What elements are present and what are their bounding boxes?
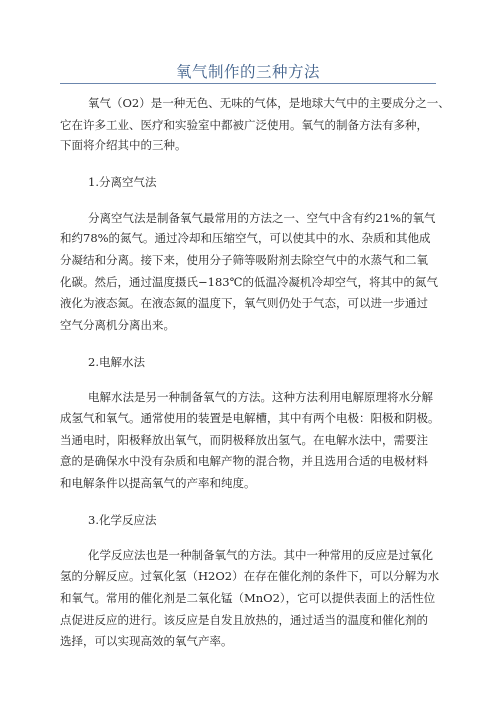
section-heading-2: 2.电解水法 — [88, 355, 145, 369]
section-1-line-3: 分凝结和分离。接下来，使用分子筛等吸附剂去除空气中的水蒸气和二氧 — [60, 253, 428, 267]
section-2-line-2: 成氢气和氧气。通常使用的装置是电解槽，其中有两个电极：阳极和阴极。 — [60, 411, 440, 425]
section-3-line-4: 点促进反应的进行。该反应是自发且放热的，通过适当的温度和催化剂的 — [60, 613, 428, 627]
section-1-line-4: 化碳。然后，通过温度摄氏−183℃的低温冷凝机冷却空气，将其中的氮气 — [60, 275, 438, 289]
section-2-line-3: 当通电时，阳极释放出氧气，而阴极释放出氢气。在电解水法中，需要注 — [60, 433, 428, 447]
section-1-line-6: 空气分离机分离出来。 — [60, 318, 175, 332]
section-heading-3: 3.化学反应法 — [88, 513, 157, 527]
title-underline — [60, 83, 436, 84]
document-title: 氧气制作的三种方法 — [175, 63, 320, 81]
section-3-line-5: 选择，可以实现高效的氧气产率。 — [60, 634, 233, 648]
section-heading-1: 1.分离空气法 — [88, 175, 157, 189]
intro-line-3: 下面将介绍其中的三种。 — [60, 138, 187, 152]
section-1-line-1: 分离空气法是制备氧气最常用的方法之一、空气中含有约21%的氧气 — [88, 211, 436, 225]
section-2-line-1: 电解水法是另一种制备氧气的方法。这种方法利用电解原理将水分解 — [88, 390, 433, 404]
intro-line-2: 它在许多工业、医疗和实验室中都被广泛使用。氧气的制备方法有多种， — [60, 118, 428, 132]
intro-line-1: 氧气（O2）是一种无色、无味的气体，是地球大气中的主要成分之一、 — [88, 96, 450, 110]
section-3-line-1: 化学反应法也是一种制备氧气的方法。其中一种常用的反应是过氧化 — [88, 548, 433, 562]
section-1-line-5: 液化为液态氮。在液态氮的温度下，氧气则仍处于气态，可以进一步通过 — [60, 296, 428, 310]
section-1-line-2: 和约78%的氮气。通过冷却和压缩空气，可以使其中的水、杂质和其他成 — [60, 231, 431, 245]
section-3-line-2: 氢的分解反应。过氧化氢（H2O2）在存在催化剂的条件下，可以分解为水 — [60, 569, 440, 583]
section-2-line-4: 意的是确保水中没有杂质和电解产物的混合物，并且选用合适的电极材料 — [60, 454, 428, 468]
section-2-line-5: 和电解条件以提高氧气的产率和纯度。 — [60, 476, 256, 490]
section-3-line-3: 和氧气。常用的催化剂是二氧化锰（MnO2），它可以提供表面上的活性位 — [60, 591, 436, 605]
